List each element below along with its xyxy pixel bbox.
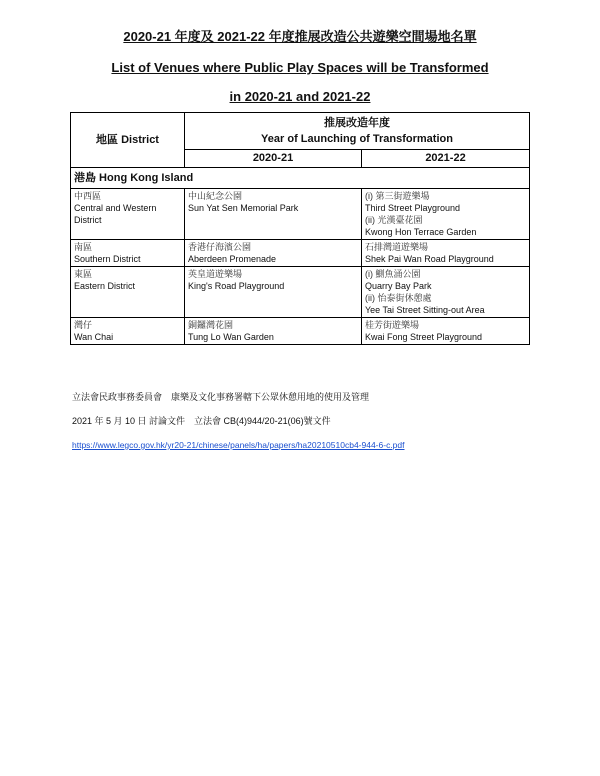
header-year-zh: 推展改造年度 (324, 117, 390, 129)
venue-en: Third Street Playground (365, 203, 461, 213)
document-title-en-line1: List of Venues where Public Play Spaces will be Transformed (111, 60, 489, 75)
table-row (71, 240, 530, 267)
region-row: 港島 Hong Kong Island (71, 168, 530, 189)
venue-zh: 英皇道遊樂場 (188, 269, 243, 279)
venue-cell-2021-22 (362, 189, 530, 240)
table-row (71, 318, 530, 345)
venue-en: Kwong Hon Terrace Garden (365, 227, 477, 237)
venue-cell-2021-22 (362, 318, 530, 345)
venue-zh: 桂芳街遊樂場 (365, 320, 420, 330)
venue-en: Tung Lo Wan Garden (188, 332, 274, 342)
header-col-2020-21: 2020-21 (185, 150, 362, 168)
venue-en: King's Road Playground (188, 281, 285, 291)
district-cell (71, 240, 185, 267)
venue-zh: 石排灣道遊樂場 (365, 242, 429, 252)
venue-cell-2020-21 (185, 240, 362, 267)
venue-cell-2020-21 (185, 318, 362, 345)
district-zh: 灣仔 (74, 320, 93, 330)
district-en: Eastern District (74, 281, 136, 291)
venues-table (70, 112, 530, 345)
table-row (71, 267, 530, 318)
venue-en: Sun Yat Sen Memorial Park (188, 203, 299, 213)
district-en: Central and Western District (74, 203, 157, 225)
footer-paper-line: 2021 年 5 月 10 日 討論文件 立法會 CB(4)944/20-21(06)號文件 (72, 416, 331, 426)
district-cell (71, 267, 185, 318)
district-zh: 中西區 (74, 191, 102, 201)
header-district: 地區 District (71, 113, 185, 168)
venue-en: Shek Pai Wan Road Playground (365, 254, 494, 264)
venue-zh: (ii) 光漢臺花園 (365, 215, 423, 225)
district-en: Wan Chai (74, 332, 114, 342)
venue-cell-2021-22 (362, 267, 530, 318)
venue-en: Aberdeen Promenade (188, 254, 277, 264)
venue-zh: (ii) 怡泰街休憩處 (365, 293, 432, 303)
venue-zh: (i) 第三街遊樂場 (365, 191, 430, 201)
venue-zh: (i) 鰂魚涌公園 (365, 269, 421, 279)
venue-zh: 銅鑼灣花園 (188, 320, 234, 330)
venue-en: Kwai Fong Street Playground (365, 332, 483, 342)
district-cell (71, 318, 185, 345)
venue-zh: 香港仔海濱公園 (188, 242, 252, 252)
venue-cell-2021-22 (362, 240, 530, 267)
district-en: Southern District (74, 254, 141, 264)
venue-en: Yee Tai Street Sitting-out Area (365, 305, 485, 315)
header-year-en: Year of Launching of Transformation (261, 133, 453, 145)
district-zh: 東區 (74, 269, 93, 279)
district-zh: 南區 (74, 242, 93, 252)
venue-zh: 中山紀念公園 (188, 191, 243, 201)
footer-committee-line: 立法會民政事務委員會 康樂及文化事務署轄下公眾休憩用地的使用及管理 (72, 392, 370, 402)
header-col-2021-22: 2021-22 (362, 150, 530, 168)
document-title-en-line2: in 2020-21 and 2021-22 (229, 89, 371, 104)
document-title-zh: 2020-21 年度及 2021-22 年度推展改造公共遊樂空間場地名單 (123, 29, 477, 44)
header-year (185, 113, 530, 150)
district-cell (71, 189, 185, 240)
venue-cell-2020-21 (185, 189, 362, 240)
venue-en: Quarry Bay Park (365, 281, 432, 291)
venue-cell-2020-21 (185, 267, 362, 318)
footer-source-link[interactable]: https://www.legco.gov.hk/yr20-21/chinese/panels/ha/papers/ha20210510cb4-944-6-c.pdf (72, 440, 405, 450)
table-row (71, 189, 530, 240)
